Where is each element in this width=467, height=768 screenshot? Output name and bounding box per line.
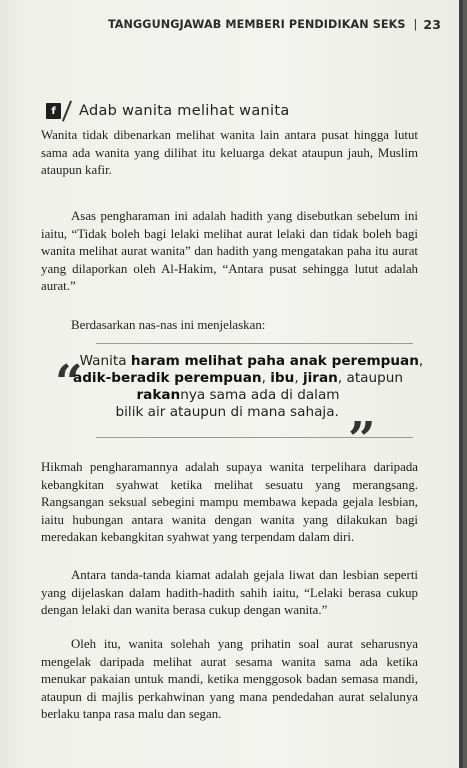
quote-line-2: adik-beradik perempuan, ibu, jiran, ataupun (73, 370, 403, 386)
paragraph-5: Antara tanda-tanda kiamat adalah gejala liwat dan lesbian seperti yang dijelaskan dalam hadith-hadith sahih iaitu, “Lelaki berasa cukup dengan lelaki dan wanita berasa cukup dengan wanita.” (41, 568, 418, 618)
chapter-title: TANGGUNGJAWAB MEMBERI PENDIDIKAN SEKS (107, 18, 406, 31)
paragraph-1: Wanita tidak dibenarkan melihat wanita lain antara pusat hingga lutut sama ada wanita yang dilihat itu keluarga dekat ataupun jauh, Muslim ataupun kafir. (41, 128, 418, 178)
quote-bottom-rule (96, 437, 413, 438)
quote-line-3: rakannya sama ada di dalam (136, 387, 340, 403)
quote-line-4: bilik air ataupun di mana sahaja. (115, 404, 339, 420)
paragraph-4: Hikmah pengharamannya adalah supaya wanita terpelihara daripada kebangkitan syahwat ketika melihat sesuatu yang merangsang. Rangsangan seksual sebegini mampu membawa kepada gejala lesbian, iaitu hubungan antara wanita dengan wanita yang dilakukan bagi meredakan kebangkitan syahwat yang terpendam dalam diri. (41, 460, 418, 545)
paragraph-3: Berdasarkan nas-nas ini menjelaskan: (71, 318, 266, 332)
quote-line-1: Wanita haram melihat paha anak perempuan, (79, 353, 424, 369)
running-header (108, 17, 441, 32)
header-separator: | (413, 18, 418, 31)
quote-top-rule (96, 343, 413, 344)
book-page: TANGGUNGJAWAB MEMBERI PENDIDIKAN SEKS | 23 f Adab wanita melihat wanita Wanita tidak dibenarkan melihat wanita lain antara pusat hingga lutut sama ada wanita yang dilihat itu keluarga dekat ataupun jauh, Muslim ataupun kafir. Asas pengharaman ini adalah hadith yang disebutkan sebelum ini iaitu, “Tidak boleh bagi lelaki melihat aurat lelaki dan tidak boleh bagi wanita melihat aurat wanita” dan hadith yang mengatakan paha itu aurat yang dilaporkan oleh Al-Hakim, “Antara pusat sehingga lutut adalah aurat.” Berdasarkan nas-nas ini menjelaskan: “ Wanita haram melihat paha anak perempuan, adik-beradik perempuan, ibu, jiran, ataupun rakannya sama ada di dalam bilik air ataupun di mana sahaja. ” Hikmah pengharamannya adalah supaya wanita terpelihara daripada kebangkitan syahwat ketika melihat sesuatu yang merangsang. Rangsangan seksual sebegini mampu membawa kepada gejala lesbian, iaitu hubungan antara wanita dengan wanita yang dilakukan bagi meredakan kebangkitan syahwat yang terpendam dalam diri. Antara tanda-tanda kiamat adalah gejala liwat dan lesbian seperti yang dijelaskan dalam hadith-hadith sahih iaitu, “Lelaki berasa cukup dengan lelaki dan wanita berasa cukup dengan wanita.” Oleh itu, wanita solehah yang prihatin soal aurat seharusnya mengelak daripada melihat aurat sesama wanita sama ada ketika menukar pakaian untuk mandi, ketika menggosok badan semasa mandi, ataupun di majlis perkahwinan yang mana pendedahan aurat selalunya berlaku tanpa rasa malu dan segan. (0, 0, 463, 768)
section-title: Adab wanita melihat wanita (79, 103, 290, 119)
page-number: 23 (423, 17, 441, 32)
section-heading (46, 101, 290, 121)
page-edge (459, 0, 463, 768)
pull-quote (58, 353, 424, 421)
paragraph-2: Asas pengharaman ini adalah hadith yang disebutkan sebelum ini iaitu, “Tidak boleh bagi lelaki melihat aurat lelaki dan tidak boleh bagi wanita melihat aurat wanita” dan hadith yang mengatakan paha itu aurat yang dilaporkan oleh Al-Hakim, “Antara pusat sehingga lutut adalah aurat.” (41, 209, 418, 294)
paragraph-6: Oleh itu, wanita solehah yang prihatin soal aurat seharusnya mengelak daripada melihat aurat sesama wanita sama ada ketika menukar pakaian untuk mandi, ketika menggosok badan semasa mandi, ataupun di majlis perkahwinan yang mana pendedahan aurat selalunya berlaku tanpa rasa malu dan segan. (41, 637, 418, 722)
section-letter-badge: f (46, 103, 61, 119)
slash-divider-icon (61, 101, 73, 121)
